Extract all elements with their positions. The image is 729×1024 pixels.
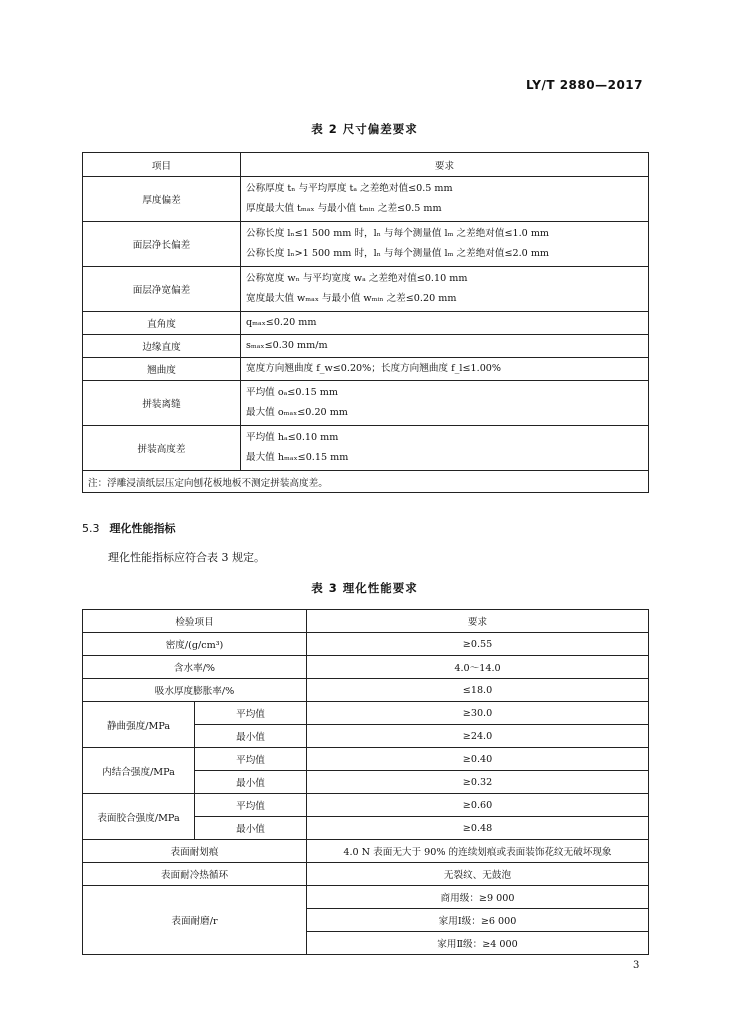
table-row xyxy=(83,794,649,817)
column-header-item: 项目 xyxy=(83,153,241,177)
standard-code: LY/T 2880—2017 xyxy=(525,78,643,92)
body-paragraph: 理化性能指标应符合表 3 规定。 xyxy=(108,551,265,564)
dimension-deviation-table xyxy=(82,152,649,493)
row-requirement: 平均值 hₐ≤0.10 mm 最大值 hₘₐₓ≤0.15 mm xyxy=(241,426,649,471)
row-requirement: qₘₐₓ≤0.20 mm xyxy=(241,312,649,335)
row-requirement: ≤18.0 xyxy=(307,679,649,702)
row-item: 内结合强度/MPa xyxy=(83,748,195,794)
table-row xyxy=(83,886,649,909)
table-row xyxy=(83,426,649,471)
row-item: 面层净宽偏差 xyxy=(83,267,241,312)
row-requirement: ≥0.32 xyxy=(307,771,649,794)
row-requirement: 平均值 oₐ≤0.15 mm 最大值 oₘₐₓ≤0.20 mm xyxy=(241,381,649,426)
table-row xyxy=(83,656,649,679)
row-sub-item: 最小值 xyxy=(195,817,307,840)
row-sub-item: 平均值 xyxy=(195,702,307,725)
table-row xyxy=(83,177,649,222)
physical-chemical-table xyxy=(82,609,649,955)
row-sub-item: 平均值 xyxy=(195,794,307,817)
row-item: 面层净长偏差 xyxy=(83,222,241,267)
row-requirement: ≥30.0 xyxy=(307,702,649,725)
row-requirement: 家用Ⅱ级：≥4 000 xyxy=(307,932,649,955)
row-requirement: 宽度方向翘曲度 f_w≤0.20%；长度方向翘曲度 f_l≤1.00% xyxy=(241,358,649,381)
table-row xyxy=(83,267,649,312)
row-sub-item: 最小值 xyxy=(195,725,307,748)
row-item: 边缘直度 xyxy=(83,335,241,358)
section-heading xyxy=(82,520,176,536)
row-item: 厚度偏差 xyxy=(83,177,241,222)
table-row xyxy=(83,633,649,656)
row-requirement: ≥0.60 xyxy=(307,794,649,817)
table-row xyxy=(83,222,649,267)
column-header-requirement: 要求 xyxy=(241,153,649,177)
row-requirement: 无裂纹、无鼓泡 xyxy=(307,863,649,886)
row-requirement: 4.0～14.0 xyxy=(307,656,649,679)
row-sub-item: 平均值 xyxy=(195,748,307,771)
row-item: 直角度 xyxy=(83,312,241,335)
row-item: 表面耐磨/r xyxy=(83,886,307,955)
row-item: 吸水厚度膨胀率/% xyxy=(83,679,307,702)
table-row xyxy=(83,702,649,725)
row-item: 静曲强度/MPa xyxy=(83,702,195,748)
section-title: 理化性能指标 xyxy=(109,522,176,535)
section-number: 5.3 xyxy=(82,522,100,535)
table-row xyxy=(83,381,649,426)
column-header-requirement: 要求 xyxy=(307,610,649,633)
table-row xyxy=(83,335,649,358)
row-requirement: 4.0 N 表面无大于 90% 的连续划痕或表面装饰花纹无破坏现象 xyxy=(307,840,649,863)
row-item: 翘曲度 xyxy=(83,358,241,381)
row-requirement: ≥0.48 xyxy=(307,817,649,840)
table-row xyxy=(83,840,649,863)
row-requirement: 公称长度 lₙ≤1 500 mm 时，lₙ 与每个测量值 lₘ 之差绝对值≤1.0 mm 公称长度 lₙ>1 500 mm 时，lₙ 与每个测量值 lₘ 之差绝对值≤2.0 mm xyxy=(241,222,649,267)
row-requirement: sₘₐₓ≤0.30 mm/m xyxy=(241,335,649,358)
table-3-caption: 表 3 理化性能要求 xyxy=(311,581,418,595)
table-row xyxy=(83,679,649,702)
row-item: 密度/(g/cm³) xyxy=(83,633,307,656)
row-requirement: ≥0.40 xyxy=(307,748,649,771)
row-sub-item: 最小值 xyxy=(195,771,307,794)
row-item: 表面胶合强度/MPa xyxy=(83,794,195,840)
row-requirement: 家用Ⅰ级：≥6 000 xyxy=(307,909,649,932)
row-requirement: 公称宽度 wₙ 与平均宽度 wₐ 之差绝对值≤0.10 mm 宽度最大值 wₘₐₓ 与最小值 wₘᵢₙ 之差≤0.20 mm xyxy=(241,267,649,312)
table-2-caption: 表 2 尺寸偏差要求 xyxy=(311,122,418,136)
table-row xyxy=(83,312,649,335)
row-requirement: 商用级：≥9 000 xyxy=(307,886,649,909)
table-row xyxy=(83,358,649,381)
row-requirement: ≥0.55 xyxy=(307,633,649,656)
row-item: 含水率/% xyxy=(83,656,307,679)
row-item: 拼装高度差 xyxy=(83,426,241,471)
table-row xyxy=(83,748,649,771)
row-item: 表面耐冷热循环 xyxy=(83,863,307,886)
row-item: 表面耐划痕 xyxy=(83,840,307,863)
table-note: 注：浮雕浸渍纸层压定向刨花板地板不测定拼装高度差。 xyxy=(83,471,649,493)
row-item: 拼装离缝 xyxy=(83,381,241,426)
column-header-test-item: 检验项目 xyxy=(83,610,307,633)
row-requirement: ≥24.0 xyxy=(307,725,649,748)
row-requirement: 公称厚度 tₙ 与平均厚度 tₐ 之差绝对值≤0.5 mm 厚度最大值 tₘₐₓ 与最小值 tₘᵢₙ 之差≤0.5 mm xyxy=(241,177,649,222)
page-number: 3 xyxy=(633,960,640,971)
table-row xyxy=(83,863,649,886)
